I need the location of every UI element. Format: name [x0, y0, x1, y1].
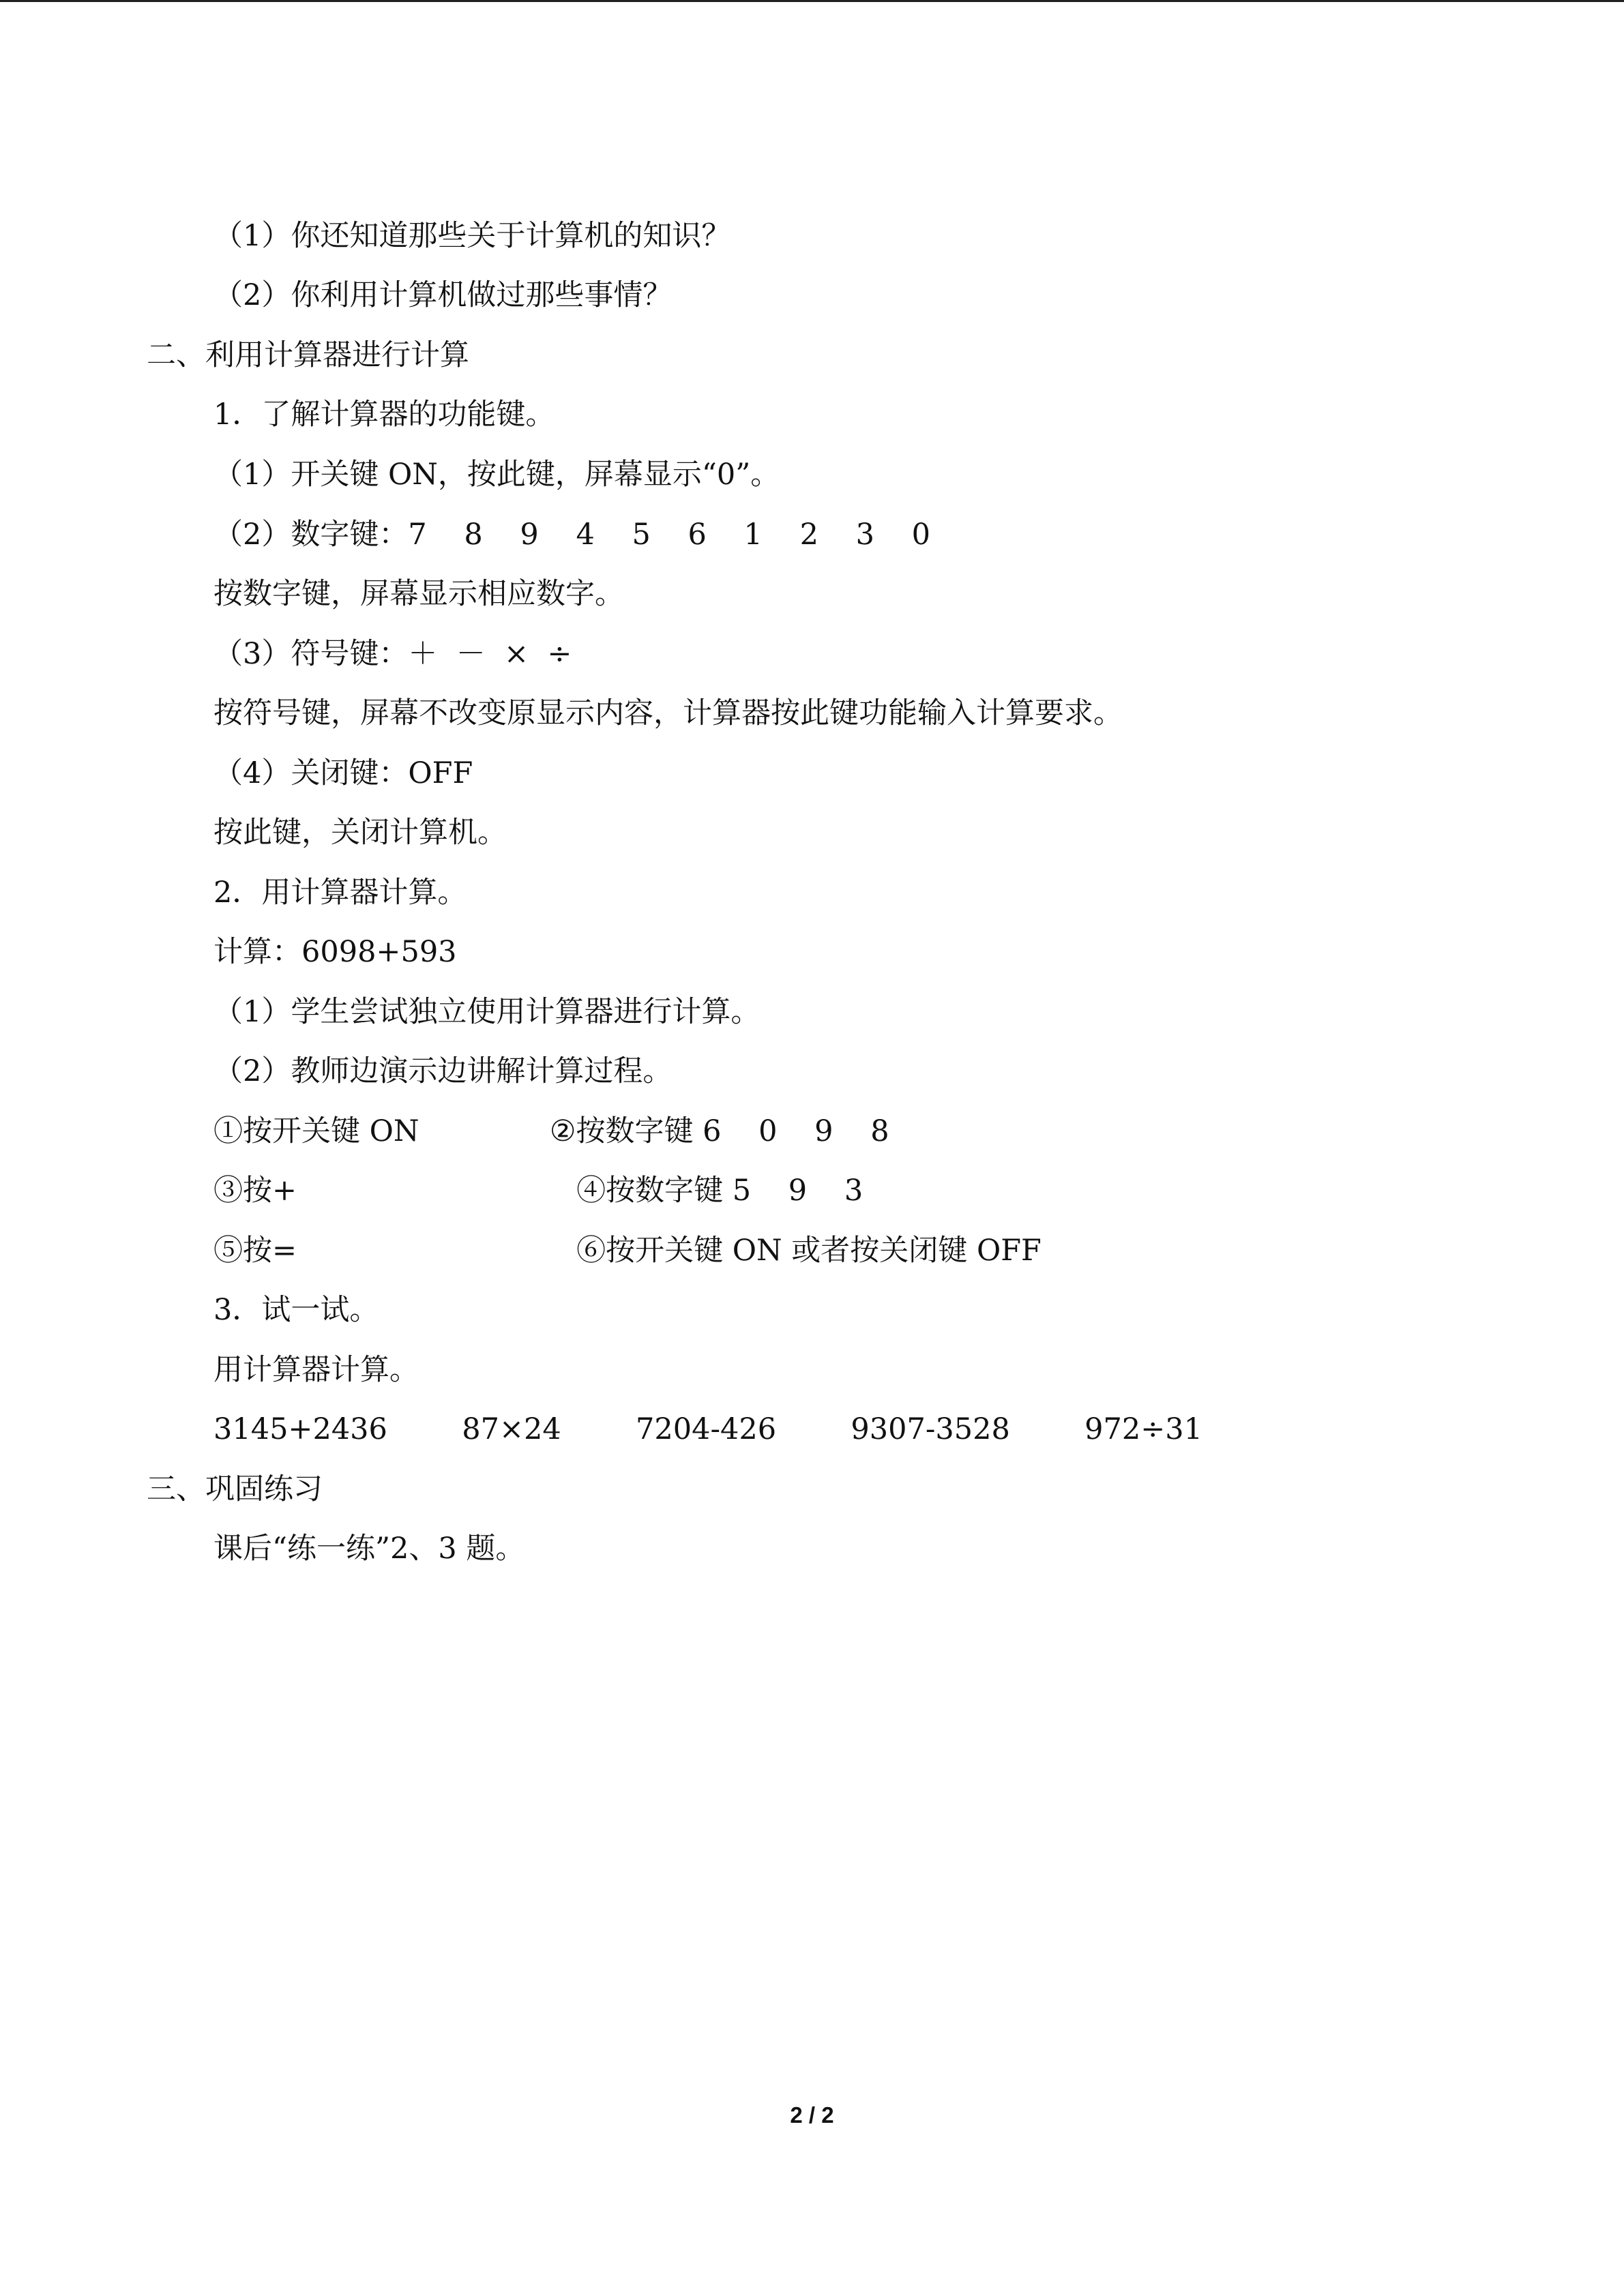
teacher-step-line: （2）教师边演示边讲解计算过程。	[213, 1054, 673, 1088]
on-key-line: （1）开关键 ON，按此键，屏幕显示“0”。	[213, 458, 780, 492]
steps-row-1: ①按开关键 ON ②按数字键 6 0 9 8	[213, 1114, 889, 1148]
practice-instruction: 用计算器计算。	[213, 1353, 419, 1387]
symbol-keys-line: （3）符号键：＋ － × ÷	[213, 637, 572, 671]
steps-row-3: ⑤按= ⑥按开关键 ON 或者按关闭键 OFF	[213, 1234, 1042, 1268]
subsection-1-heading: 1．了解计算器的功能键。	[213, 398, 555, 432]
example-calculation: 计算：6098+593	[213, 935, 457, 969]
section-2-heading: 二、利用计算器进行计算	[147, 338, 469, 372]
page-number: 2 / 2	[790, 2102, 834, 2128]
off-key-line: （4）关闭键：OFF	[213, 756, 473, 790]
student-step-line: （1）学生尝试独立使用计算器进行计算。	[213, 995, 761, 1029]
steps-row-2: ③按+ ④按数字键 5 9 3	[213, 1174, 863, 1208]
digit-keys-line: （2）数字键：7 8 9 4 5 6 1 2 3 0	[213, 518, 931, 552]
practice-problems: 3145+2436 87×24 7204-426 9307-3528 972÷31	[213, 1412, 1202, 1446]
question-2-line: （2）你利用计算机做过那些事情？	[213, 278, 673, 312]
section-3-heading: 三、巩固练习	[147, 1472, 323, 1506]
page-top-border	[0, 0, 1624, 2]
homework-line: 课后“练一练”2、3 题。	[213, 1532, 525, 1566]
symbol-keys-description: 按符号键，屏幕不改变原显示内容，计算器按此键功能输入计算要求。	[213, 696, 1123, 730]
off-key-description: 按此键，关闭计算机。	[213, 816, 507, 850]
digit-keys-description: 按数字键，屏幕显示相应数字。	[213, 577, 624, 611]
subsection-3-heading: 3．试一试。	[213, 1293, 379, 1327]
subsection-2-heading: 2．用计算器计算。	[213, 876, 467, 910]
question-1-line: （1）你还知道那些关于计算机的知识？	[213, 219, 731, 253]
